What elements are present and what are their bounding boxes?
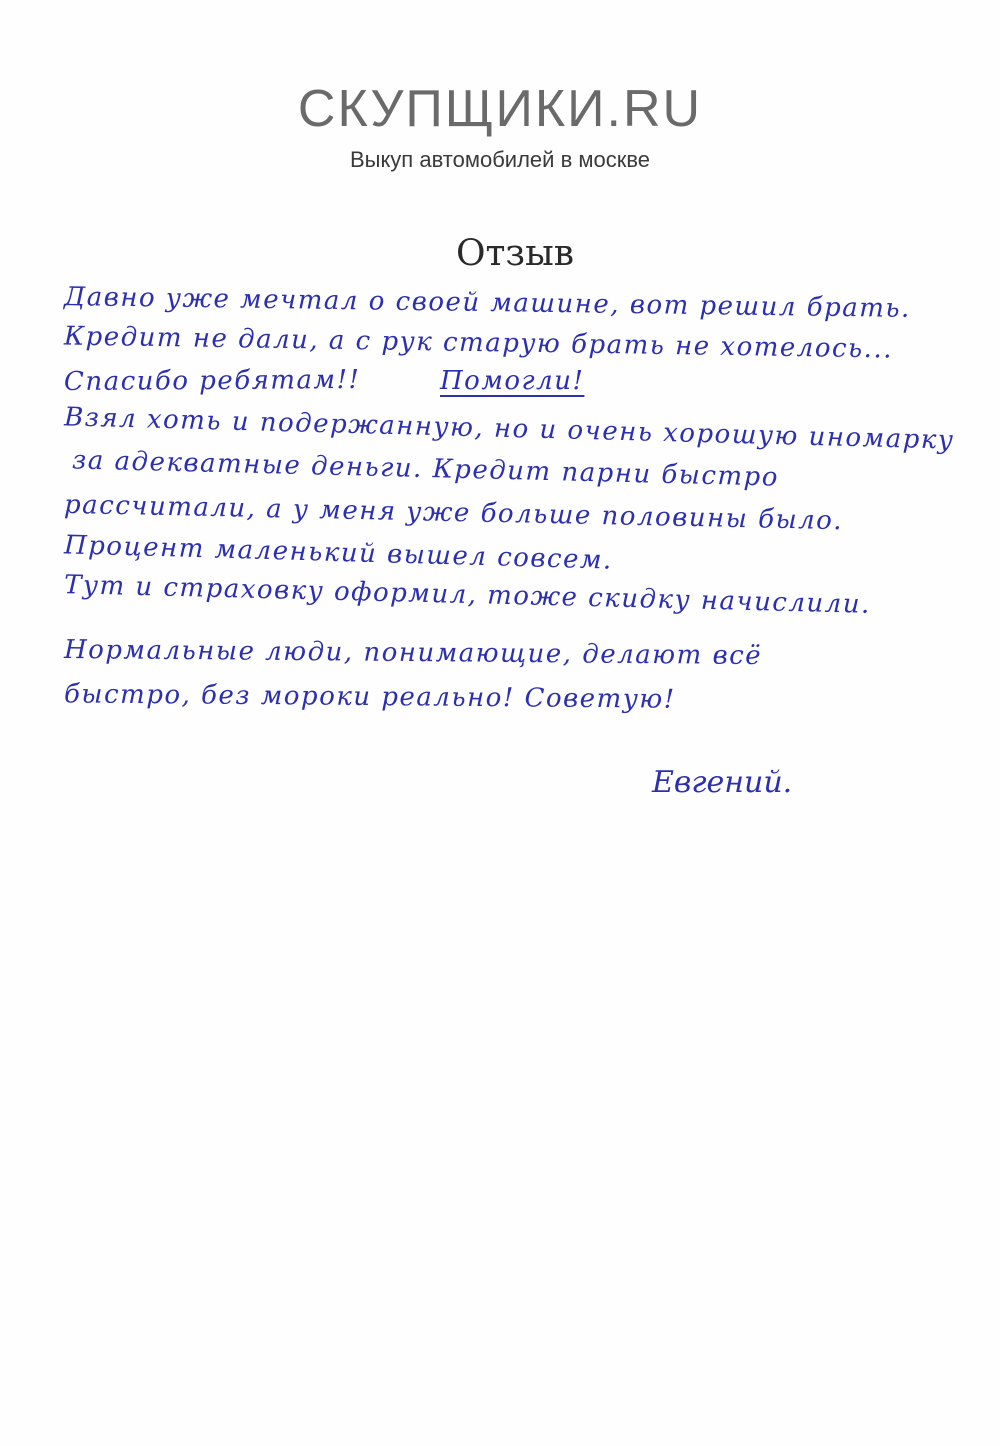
- handwritten-line: за адекватные деньги. Кредит парни быстро: [71, 445, 780, 493]
- brand-logo: СКУПЩИКИ.RU: [297, 80, 703, 138]
- handwritten-line: рассчитали, а у меня уже больше половины было.: [63, 489, 844, 537]
- handwritten-line: Процент маленький вышел совсем.: [63, 530, 614, 576]
- handwritten-line: Нормальные люди, понимающие, делают всё: [63, 634, 763, 672]
- handwritten-line-emphasis: Помогли!: [440, 366, 585, 396]
- handwritten-line: Кредит не дали, а с рук старую брать не хотелось...: [63, 321, 894, 365]
- signature: Евгений.: [652, 765, 793, 800]
- handwritten-line: быстро, без мороки реально! Советую!: [63, 679, 676, 715]
- brand-tagline: Выкуп автомобилей в москве: [349, 147, 651, 172]
- handwritten-line: Взял хоть и подержанную, но и очень хорошую иномарку: [63, 402, 955, 456]
- page-title: Отзыв: [456, 233, 574, 274]
- handwritten-line: Спасибо ребятам!!: [63, 364, 361, 398]
- handwritten-line: Давно уже мечтал о своей машине, вот решил брать.: [63, 282, 912, 324]
- handwritten-line: Тут и страховку оформил, тоже скидку начислили.: [63, 570, 872, 620]
